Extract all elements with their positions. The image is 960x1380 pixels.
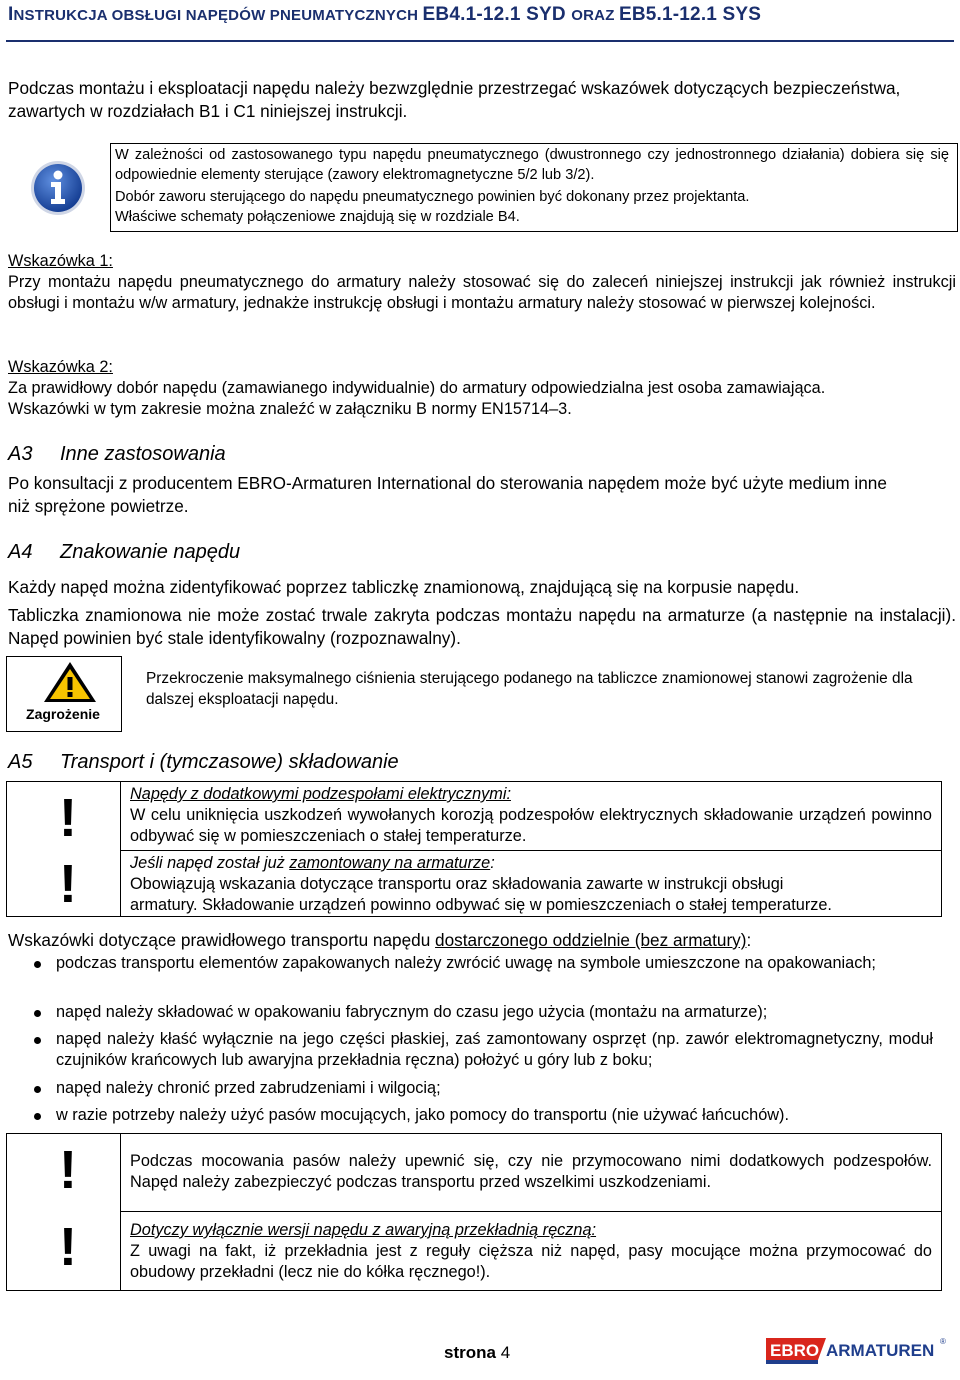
list-item: podczas transportu elementów zapakowanych należy zwrócić uwagę na symbole umieszczone na opakowaniach; bbox=[8, 953, 933, 974]
exclamation-icon: ! bbox=[59, 1217, 77, 1277]
list-item: napęd należy chronić przed zabrudzeniami i wilgocią; bbox=[8, 1078, 933, 1099]
warning-box-divider bbox=[120, 781, 121, 916]
ebro-armaturen-logo bbox=[764, 1332, 956, 1368]
warning-triangle-icon bbox=[42, 660, 98, 704]
bullet-icon bbox=[34, 1113, 41, 1120]
danger-label: Zagrożenie bbox=[26, 706, 100, 722]
note2-title: Wskazówka 2: bbox=[8, 358, 113, 376]
section-a3-heading: A3 Inne zastosowania bbox=[8, 443, 226, 465]
bullet-icon bbox=[34, 1086, 41, 1093]
exclamation-icon: ! bbox=[59, 788, 77, 848]
section-a5-heading: A5 Transport i (tymczasowe) składowanie bbox=[8, 751, 399, 773]
warn3-text: Podczas mocowania pasów należy upewnić się, czy nie przymocowano nimi dodatkowych podzespołów. Napęd należy zabezpieczyć podczas transportu przed wszelkimi uszkodzeniami. bbox=[130, 1152, 932, 1191]
logo-registered-mark: ® bbox=[940, 1337, 946, 1346]
note1-title: Wskazówka 1: bbox=[8, 252, 113, 270]
list-item: napęd należy składować w opakowaniu fabrycznym do czasu jego użycia (montażu na armaturze); bbox=[8, 1002, 933, 1023]
document-header: INSTRUKCJA OBSŁUGI NAPĘDÓW PNEUMATYCZNYCH EB4.1-12.1 SYD ORAZ EB5.1-12.1 SYS bbox=[8, 4, 762, 25]
logo-ebro-text: EBRO bbox=[770, 1341, 820, 1360]
warn2-text-2: armatury. Składowanie urządzeń powinno odbywać się w pomieszczeniach o stałej temperaturze. bbox=[130, 896, 832, 914]
transport-bullet-list bbox=[8, 953, 956, 1133]
exclamation-icon: ! bbox=[59, 854, 77, 914]
transport-intro: Wskazówki dotyczące prawidłowego transportu napędu dostarczonego oddzielnie (bez armatury): bbox=[8, 930, 752, 950]
page-number: strona 4 bbox=[444, 1343, 511, 1362]
intro-paragraph: Podczas montażu i eksploatacji napędu należy bezwzględnie przestrzegać wskazówek dotyczących bezpieczeństwa, zawartych w rozdziałach B1 i C1 niniejszej instrukcji. bbox=[8, 78, 901, 121]
a4-text-2: Tabliczka znamionowa nie może zostać trwale zakryta podczas montażu napędu na armaturze (a następnie na instalacji). Napęd powinien być stale identyfikowalny (rozpoznawalny). bbox=[8, 605, 956, 648]
logo-armaturen-text: ARMATUREN bbox=[826, 1341, 935, 1360]
warning-box-row-divider bbox=[120, 850, 941, 851]
warn2-text-1: Obowiązują wskazania dotyczące transportu oraz składowania zawarte w instrukcji obsługi bbox=[130, 875, 784, 893]
info-text-2: Dobór zaworu sterującego do napędu pneumatycznego powinien być dokonany przez projektanta. bbox=[115, 189, 750, 205]
bullet-icon bbox=[34, 961, 41, 968]
info-icon bbox=[30, 160, 86, 216]
bullet-icon bbox=[34, 1010, 41, 1017]
warn4-title: Dotyczy wyłącznie wersji napędu z awaryjną przekładnią ręczną: bbox=[130, 1221, 597, 1239]
warn2-title: Jeśli napęd został już zamontowany na armaturze: bbox=[130, 854, 495, 872]
warn1-text: W celu uniknięcia uszkodzeń wywołanych korozją podzespołów elektrycznych składowanie urządzeń powinno odbywać się w pomieszczeniach o stałej temperaturze. bbox=[130, 806, 932, 845]
exclamation-icon: ! bbox=[59, 1140, 77, 1200]
header-rule bbox=[6, 40, 954, 42]
info-text-1: W zależności od zastosowanego typu napędu pneumatycznego (dwustronnego czy jednostronnego działania) dobiera się się odpowiednie elementy sterujące (zawory elektromagnetyczne 5/2 lub 3/2). bbox=[115, 147, 949, 183]
note2-text-2: Wskazówki w tym zakresie można znaleźć w załączniku B normy EN15714–3. bbox=[8, 400, 572, 418]
info-text-3: Właściwe schematy połączeniowe znajdują się w rozdziale B4. bbox=[115, 209, 520, 225]
section-a4-heading: A4 Znakowanie napędu bbox=[8, 541, 241, 563]
a4-text-1: Każdy napęd można zidentyfikować poprzez tabliczkę znamionową, znajdującą się na korpusie napędu. bbox=[8, 577, 800, 597]
list-item: w razie potrzeby należy użyć pasów mocujących, jako pomocy do transportu (nie używać łańcuchów). bbox=[8, 1105, 933, 1126]
list-item: napęd należy kłaść wyłącznie na jego części płaskiej, zaś zamontowany osprzęt (np. zawór elektromagnetyczny, moduł czujników krańcowych lub awaryjna przekładnia ręczna) położyć u góry lub z boku; bbox=[8, 1029, 933, 1071]
warn1-title: Napędy z dodatkowymi podzespołami elektrycznymi: bbox=[130, 785, 511, 803]
warn4-text: Z uwagi na fakt, iż przekładnia jest z reguły cięższa niż napęd, pasy mocujące można przymocować do obudowy przekładni (lecz nie do kółka ręcznego!). bbox=[130, 1242, 932, 1281]
a3-text: Po konsultacji z producentem EBRO-Armaturen International do sterowania napędem może być użyte medium inne niż sprężone powietrze. bbox=[8, 473, 887, 516]
danger-text: Przekroczenie maksymalnego ciśnienia sterującego podanego na tabliczce znamionowej stanowi zagrożenie dla dalszej eksploatacji napędu. bbox=[146, 670, 913, 708]
mounting-box-row-divider bbox=[120, 1211, 941, 1212]
note2-text-1: Za prawidłowy dobór napędu (zamawianego indywidualnie) do armatury odpowiedzialna jest osoba zamawiająca. bbox=[8, 379, 826, 397]
note1-text: Przy montażu napędu pneumatycznego do armatury należy stosować się do zaleceń niniejszej instrukcji jak również instrukcji obsługi i montażu w/w armatury, jednakże instrukcję obsługi i montażu armatury należy stosować w pierwszej kolejności. bbox=[8, 273, 956, 312]
bullet-icon bbox=[34, 1037, 41, 1044]
